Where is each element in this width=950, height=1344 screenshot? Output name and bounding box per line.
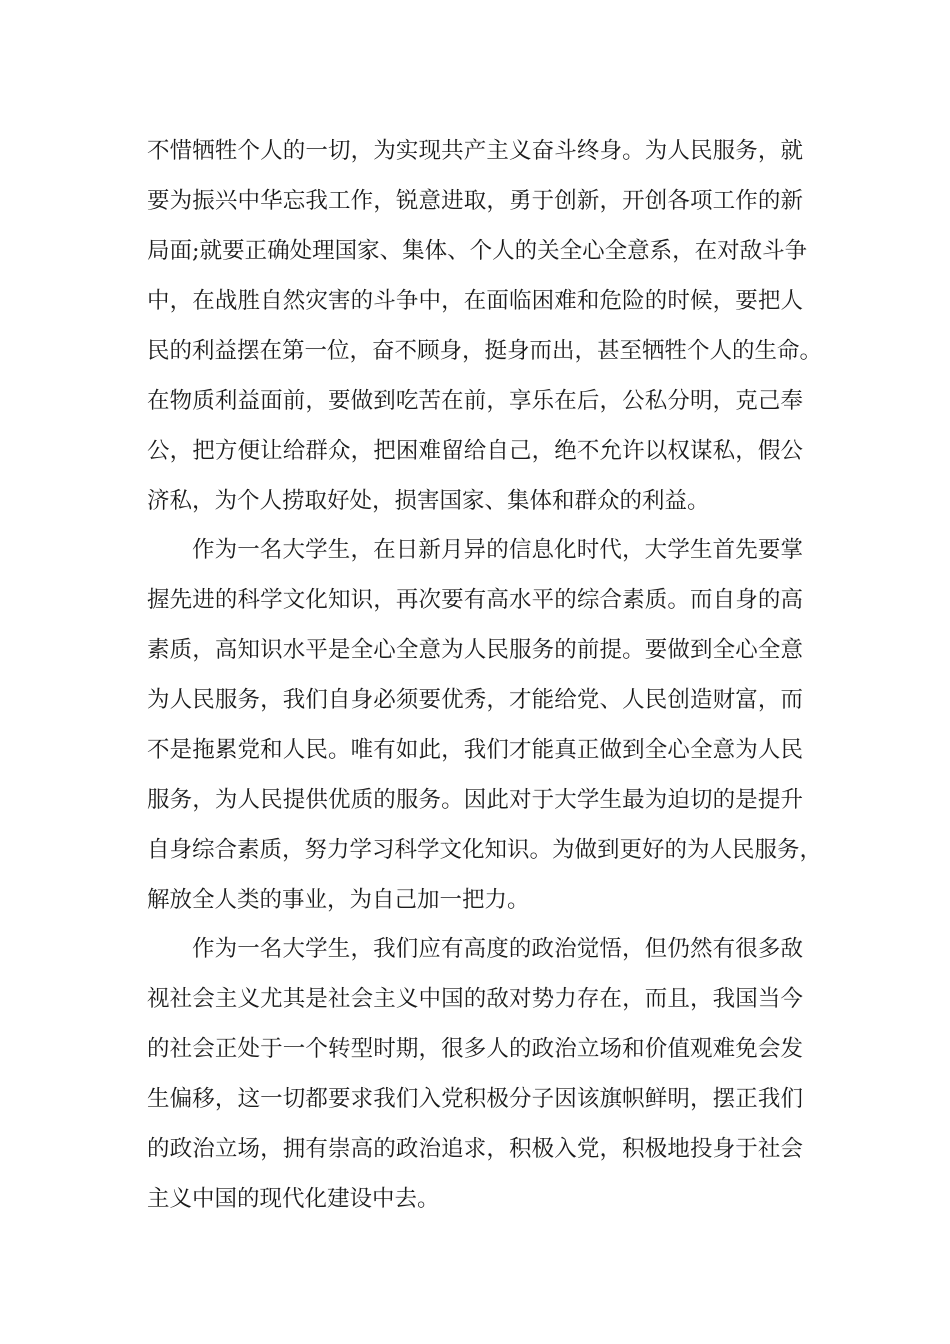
text-line: 素质，高知识水平是全心全意为人民服务的前提。要做到全心全意 <box>147 637 803 663</box>
paragraph-2 <box>147 525 823 925</box>
text-line: 生偏移，这一切都要求我们入党积极分子因该旗帜鲜明，摆正我们 <box>147 1086 803 1112</box>
text-line: 的社会正处于一个转型时期，很多人的政治立场和价值观难免会发 <box>147 1036 803 1062</box>
text-line: 不是拖累党和人民。唯有如此，我们才能真正做到全心全意为人民 <box>147 737 803 763</box>
text-line: 解放全人类的事业，为自己加一把力。 <box>147 887 530 913</box>
text-line: 不惜牺牲个人的一切，为实现共产主义奋斗终身。为人民服务，就 <box>147 138 803 164</box>
text-line: 局面;就要正确处理国家、集体、个人的关全心全意系，在对敌斗争 <box>147 238 808 264</box>
text-line: 作为一名大学生，在日新月异的信息化时代，大学生首先要掌 <box>192 537 803 563</box>
text-line: 的政治立场，拥有崇高的政治追求，积极入党，积极地投身于社会 <box>147 1136 803 1162</box>
text-line: 中，在战胜自然灾害的斗争中，在面临困难和危险的时候，要把人 <box>147 288 803 314</box>
text-line: 握先进的科学文化知识，再次要有高水平的综合素质。而自身的高 <box>147 587 803 613</box>
paragraph-1 <box>147 126 823 526</box>
text-line: 主义中国的现代化建设中去。 <box>147 1186 440 1212</box>
text-line: 作为一名大学生，我们应有高度的政治觉悟，但仍然有很多敌 <box>192 936 803 962</box>
text-line: 视社会主义尤其是社会主义中国的敌对势力存在，而且，我国当今 <box>147 986 803 1012</box>
paragraph-3 <box>147 924 803 1224</box>
text-line: 要为振兴中华忘我工作，锐意进取，勇于创新，开创各项工作的新 <box>147 188 803 214</box>
text-line: 在物质利益面前，要做到吃苦在前，享乐在后，公私分明，克己奉 <box>147 388 803 414</box>
text-line: 民的利益摆在第一位，奋不顾身，挺身而出，甚至牺牲个人的生命。 <box>147 338 823 364</box>
text-line: 济私，为个人捞取好处，损害国家、集体和群众的利益。 <box>147 488 710 514</box>
text-line: 公，把方便让给群众，把困难留给自己，绝不允许以权谋私，假公 <box>147 438 803 464</box>
text-line: 为人民服务，我们自身必须要优秀，才能给党、人民创造财富，而 <box>147 687 803 713</box>
text-line: 服务，为人民提供优质的服务。因此对于大学生最为迫切的是提升 <box>147 787 803 813</box>
text-line: 自身综合素质，努力学习科学文化知识。为做到更好的为人民服务， <box>147 837 823 863</box>
